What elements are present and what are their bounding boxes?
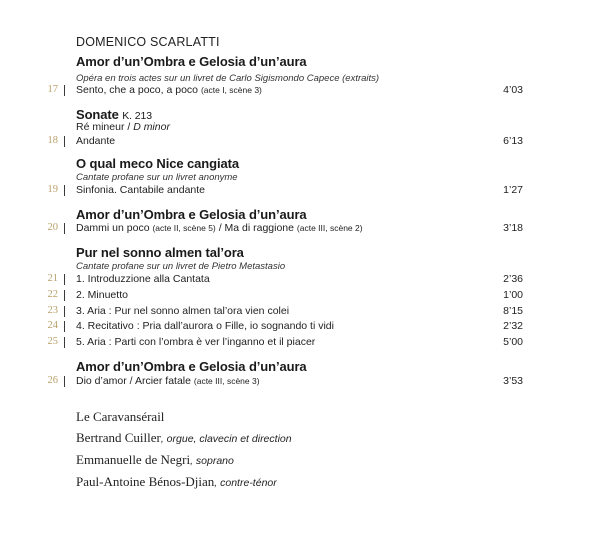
track-title: 3. Aria : Pur nel sonno almen tal’ora vien colei — [76, 305, 290, 317]
work-catalog-number: K. 213 — [122, 110, 153, 122]
track-divider — [64, 185, 65, 196]
work-subtitle: Cantate profane sur un livret de Pietro Metastasio — [76, 261, 286, 272]
track-row — [0, 222, 600, 236]
track-divider — [64, 321, 65, 332]
track-row — [0, 84, 600, 98]
track-number: 21 — [47, 273, 58, 284]
track-row — [0, 289, 600, 303]
work-title: Amor d’un’Ombra e Gelosia d’un’aura — [76, 359, 307, 374]
track-divider — [64, 306, 65, 317]
track-duration: 3’53 — [503, 375, 523, 387]
track-row — [0, 135, 600, 149]
track-title: 2. Minuetto — [76, 289, 128, 301]
performer-countertenor: Paul-Antoine Bénos-Djian, contre-ténor — [76, 474, 277, 489]
track-title: Sinfonia. Cantabile andante — [76, 184, 206, 196]
work-title: O qual meco Nice cangiata — [76, 156, 239, 171]
track-duration: 2’32 — [503, 320, 523, 332]
track-duration: 6’13 — [503, 135, 523, 147]
track-row — [0, 184, 600, 198]
track-duration: 2’36 — [503, 273, 523, 285]
track-duration: 5’00 — [503, 336, 523, 348]
performer-role: , contre-ténor — [214, 477, 277, 489]
track-number: 25 — [47, 336, 58, 347]
composer-name: DOMENICO SCARLATTI — [76, 35, 220, 49]
track-duration: 1’00 — [503, 289, 523, 301]
track-title: 4. Recitativo : Pria dall’aurora o Fille, io sognando ti vidi — [76, 320, 334, 332]
track-divider — [64, 274, 65, 285]
track-number: 23 — [47, 305, 58, 316]
work-title: Pur nel sonno almen tal’ora — [76, 245, 244, 260]
track-number: 18 — [47, 135, 58, 146]
work-title: Amor d’un’Ombra e Gelosia d’un’aura — [76, 207, 307, 222]
performer-role: , orgue, clavecin et direction — [160, 433, 292, 445]
track-number: 26 — [47, 375, 58, 386]
work-subtitle: Opéra en trois actes sur un livret de Carlo Sigismondo Capece (extraits) — [76, 73, 380, 84]
track-divider — [64, 85, 65, 96]
track-duration: 3’18 — [503, 222, 523, 234]
track-row — [0, 305, 600, 319]
work-key: Ré mineur / D minor — [76, 121, 170, 133]
track-divider — [64, 290, 65, 301]
track-title: Dio d’amor / Arcier fatale (acte III, scène 3) — [76, 375, 260, 387]
track-row — [0, 336, 600, 350]
performer-ensemble: Le Caravansérail — [76, 409, 165, 424]
track-title: Dammi un poco (acte II, scène 5) / Ma di raggione (acte III, scène 2) — [76, 222, 363, 234]
track-number: 19 — [47, 184, 58, 195]
performer-director: Bertrand Cuiller, orgue, clavecin et direction — [76, 430, 292, 445]
track-divider — [64, 337, 65, 348]
track-note: (acte II, scène 5) — [152, 223, 216, 233]
track-divider — [64, 376, 65, 387]
track-note: (acte III, scène 3) — [193, 376, 260, 386]
performer-role: , soprano — [190, 455, 234, 467]
track-number: 22 — [47, 289, 58, 300]
track-title: 5. Aria : Parti con l’ombra è ver l’inganno et il piacer — [76, 336, 316, 348]
track-number: 20 — [47, 222, 58, 233]
track-duration: 1’27 — [503, 184, 523, 196]
track-duration: 8’15 — [503, 305, 523, 317]
track-duration: 4’03 — [503, 84, 523, 96]
track-title: 1. Introduzzione alla Cantata — [76, 273, 210, 285]
track-note: (acte III, scène 2) — [296, 223, 363, 233]
track-row — [0, 375, 600, 389]
track-number: 24 — [47, 320, 58, 331]
track-row — [0, 273, 600, 287]
work-title: Sonate K. 213 — [76, 107, 153, 122]
track-note: (acte I, scène 3) — [200, 85, 262, 95]
performer-soprano: Emmanuelle de Negri, soprano — [76, 452, 234, 467]
track-divider — [64, 136, 65, 147]
track-row — [0, 320, 600, 334]
track-divider — [64, 223, 65, 234]
work-title: Amor d’un’Ombra e Gelosia d’un’aura — [76, 54, 307, 69]
track-title: Sento, che a poco, a poco (acte I, scène 3) — [76, 84, 262, 96]
track-number: 17 — [47, 84, 58, 95]
work-subtitle: Cantate profane sur un livret anonyme — [76, 172, 238, 183]
track-title: Andante — [76, 135, 116, 147]
